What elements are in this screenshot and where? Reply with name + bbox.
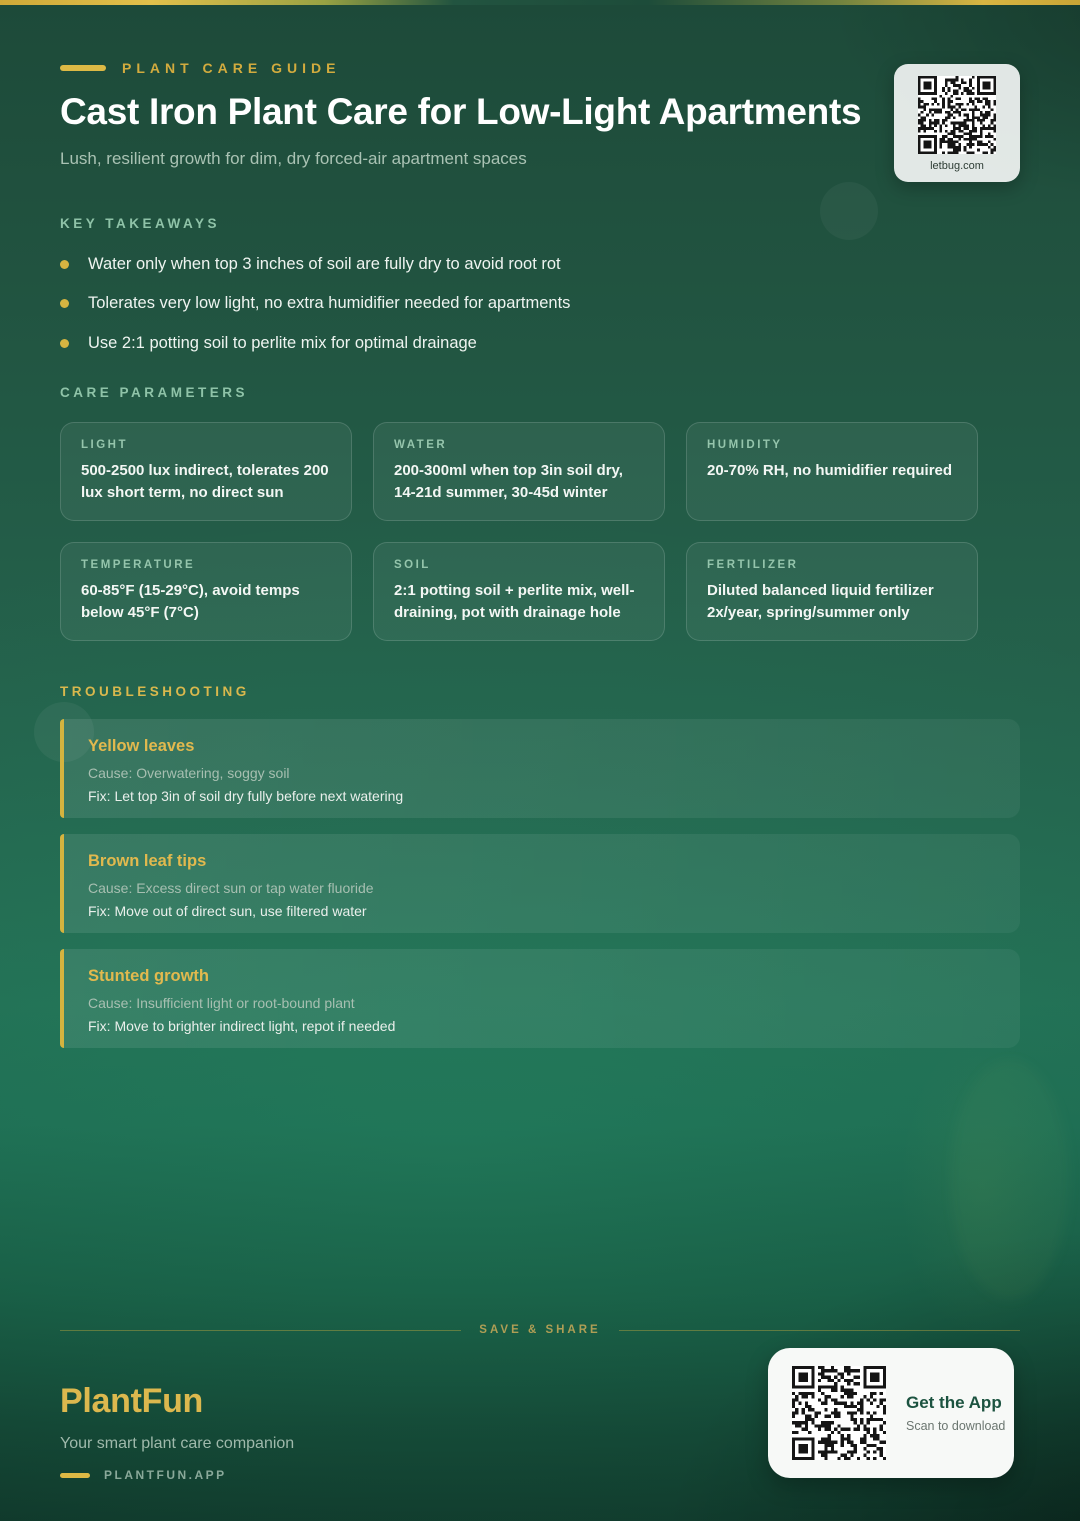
eyebrow-label: PLANT CARE GUIDE [122, 60, 341, 76]
param-card-soil [373, 542, 665, 641]
header [60, 60, 1020, 169]
param-card-label: HUMIDITY [707, 438, 783, 451]
site-url: PLANTFUN.APP [104, 1468, 227, 1483]
divider-label: SAVE & SHARE [479, 1324, 601, 1337]
takeaway-text: Use 2:1 potting soil to perlite mix for optimal drainage [88, 333, 477, 352]
list-item [60, 335, 1020, 352]
takeaway-text: Tolerates very low light, no extra humidifier needed for apartments [88, 294, 571, 313]
trouble-card-brown-leaf-tips [60, 834, 1020, 933]
key-takeaways-list [60, 256, 1020, 352]
trouble-fix: Fix: Let top 3in of soil dry fully before next watering [88, 788, 404, 805]
care-parameters-grid [60, 422, 978, 641]
key-takeaways-heading: KEY TAKEAWAYS [60, 215, 221, 231]
trouble-card-stunted-growth [60, 949, 1020, 1048]
param-card-text: 60-85°F (15-29°C), avoid temps below 45°F (7°C) [81, 581, 300, 622]
trouble-cause: Cause: Overwatering, soggy soil [88, 765, 290, 782]
page-title: Cast Iron Plant Care for Low-Light Apartments [60, 91, 862, 132]
eyebrow-dash-icon [60, 65, 106, 71]
page-subtitle: Lush, resilient growth for dim, dry forced-air apartment spaces [60, 148, 527, 168]
qr-code-icon [918, 76, 996, 154]
trouble-cause: Cause: Excess direct sun or tap water fluoride [88, 880, 374, 897]
trouble-title: Yellow leaves [88, 737, 195, 756]
list-item [60, 256, 1020, 273]
trouble-card-yellow-leaves [60, 719, 1020, 818]
eyebrow [60, 60, 1020, 76]
save-share-divider [60, 1324, 1020, 1336]
param-card-label: TEMPERATURE [81, 558, 196, 571]
param-card-text: 2:1 potting soil + perlite mix, well-draining, pot with drainage hole [394, 581, 635, 622]
care-parameters-section [60, 385, 1020, 641]
divider-line [619, 1330, 1020, 1331]
brand-logo: PlantFun [60, 1382, 204, 1421]
param-card-text: 20-70% RH, no humidifier required [707, 461, 953, 479]
param-card-water [373, 422, 665, 521]
param-card-light [60, 422, 352, 521]
param-card-text: Diluted balanced liquid fertilizer 2x/year, spring/summer only [707, 581, 934, 622]
param-card-label: SOIL [394, 558, 431, 571]
qr-code-icon [792, 1366, 886, 1460]
param-card-label: WATER [394, 438, 448, 451]
get-app-title: Get the App [906, 1393, 1002, 1412]
brand-tagline: Your smart plant care companion [60, 1435, 295, 1453]
list-item [60, 295, 1020, 312]
trouble-cause: Cause: Insufficient light or root-bound plant [88, 995, 355, 1012]
qr-card-label: letbug.com [930, 160, 984, 172]
param-card-text: 200-300ml when top 3in soil dry, 14-21d summer, 30-45d winter [394, 461, 623, 501]
get-app-card [768, 1348, 1014, 1478]
bullet-dot-icon [60, 299, 69, 308]
trouble-title: Stunted growth [88, 967, 209, 986]
qr-card-letbug [894, 64, 1020, 182]
divider-line [60, 1330, 461, 1331]
troubleshooting-section [60, 684, 1020, 1048]
param-card-humidity [686, 422, 978, 521]
param-card-fertilizer [686, 542, 978, 641]
troubleshooting-heading: TROUBLESHOOTING [60, 684, 250, 700]
key-takeaways-section [60, 216, 1020, 352]
brand-dash-icon [60, 1473, 90, 1478]
bullet-dot-icon [60, 339, 69, 348]
bullet-dot-icon [60, 260, 69, 269]
trouble-fix: Fix: Move out of direct sun, use filtered water [88, 903, 367, 920]
param-card-label: LIGHT [81, 438, 128, 451]
takeaway-text: Water only when top 3 inches of soil are fully dry to avoid root rot [88, 254, 561, 273]
get-app-subtitle: Scan to download [906, 1419, 1006, 1433]
param-card-label: FERTILIZER [707, 558, 799, 571]
trouble-title: Brown leaf tips [88, 852, 207, 871]
care-parameters-heading: CARE PARAMETERS [60, 384, 249, 400]
param-card-text: 500-2500 lux indirect, tolerates 200 lux short term, no direct sun [81, 461, 329, 501]
trouble-fix: Fix: Move to brighter indirect light, repot if needed [88, 1018, 396, 1035]
troubleshooting-list [60, 719, 1020, 1048]
get-app-text [906, 1393, 1005, 1433]
param-card-temperature [60, 542, 352, 641]
top-accent-bar [0, 0, 1080, 5]
